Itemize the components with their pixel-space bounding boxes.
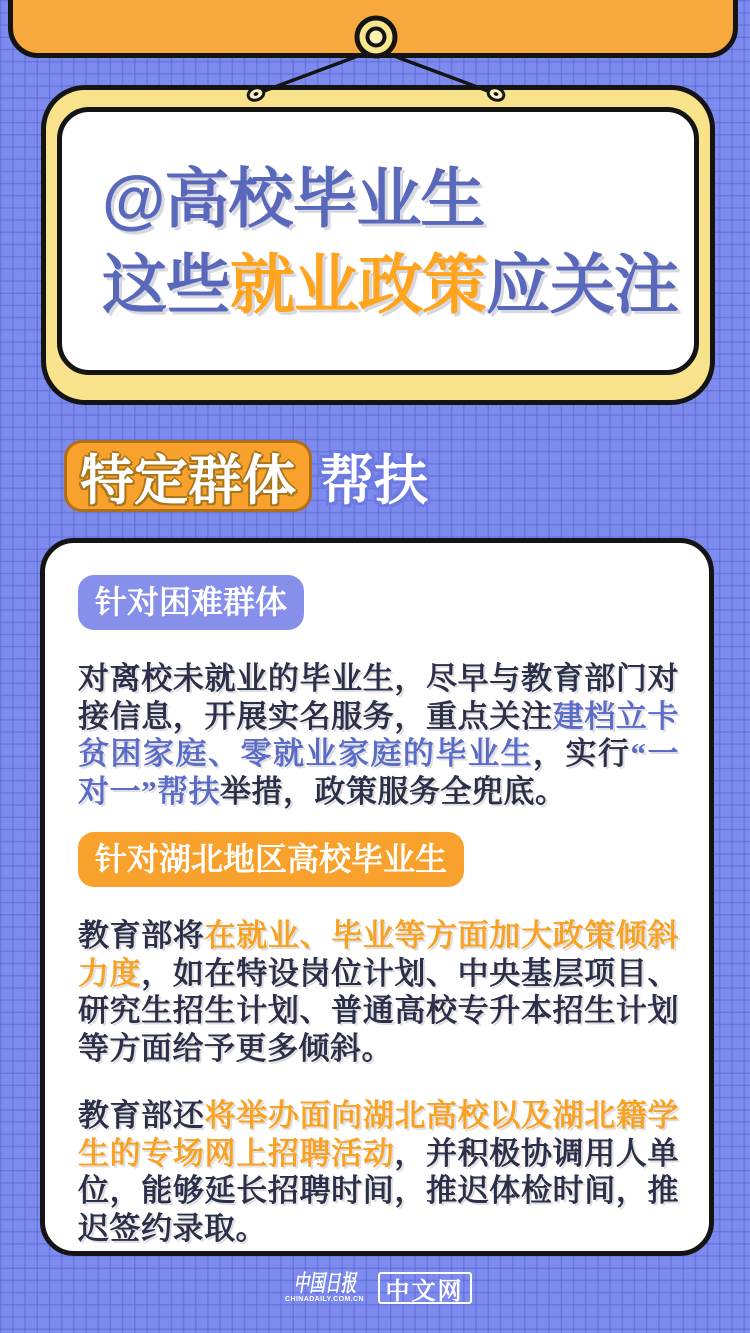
top-banner-bar: [8, 0, 738, 58]
section-header-chip: 特定群体: [64, 440, 312, 512]
poster-title-line2: [102, 242, 694, 328]
brand-suffix-box: 中文网: [378, 1272, 472, 1304]
title-card-frame: [41, 85, 715, 405]
paragraph: [78, 660, 679, 810]
text-span-blue: 建档立卡贫困家庭、零就业家庭的毕业生: [78, 698, 680, 771]
brand-english-logo: CHINADAILY.COM.CN: [285, 1296, 364, 1303]
text-span-dark: ，实行: [533, 736, 631, 771]
section-header: [64, 440, 428, 512]
text-span-dark: ，如在特设岗位计划、中央基层项目、研究生招生计划、普通高校专升本招生计划等方面给予更多倾斜。: [78, 955, 680, 1066]
brand-block: [279, 1272, 371, 1304]
footer-logo: [0, 1272, 750, 1304]
text-span-dark: 举措，政策服务全兜底。: [220, 773, 567, 809]
brand-chinese-logo: 中国日报: [293, 1271, 356, 1296]
poster-title-line1: @高校毕业生: [102, 162, 485, 235]
title-segment-blue: 这些: [102, 248, 231, 321]
content-card: [40, 538, 714, 1256]
text-span-blue: “一对一”帮扶: [78, 736, 679, 809]
badge-orange: 针对湖北地区高校毕业生: [78, 832, 464, 887]
text-span-dark: 教育部还: [78, 1098, 205, 1133]
paragraph: [78, 917, 679, 1067]
title-card: [57, 107, 699, 375]
text-span-dark: ，并积极协调用人单位，能够延长招聘时间，推迟体检时间，推迟签约录取。: [78, 1135, 680, 1246]
paragraph: [78, 1097, 679, 1247]
text-span-orange: 将举办面向湖北高校以及湖北籍学生的专场网上招聘活动: [78, 1098, 680, 1171]
card-body: [78, 575, 679, 1247]
text-span-orange: 在就业、毕业等方面加大政策倾斜力度: [78, 918, 680, 991]
text-span-dark: 对离校未就业的毕业生，尽早与教育部门对接信息，开展实名服务，重点关注: [78, 661, 679, 734]
text-span-dark: 教育部将: [78, 918, 205, 953]
section-header-rest: 帮扶: [320, 450, 428, 511]
title-segment-orange: 就业政策: [230, 248, 487, 321]
badge-purple: 针对困难群体: [78, 575, 304, 630]
title-segment-blue: 应关注: [486, 248, 679, 321]
